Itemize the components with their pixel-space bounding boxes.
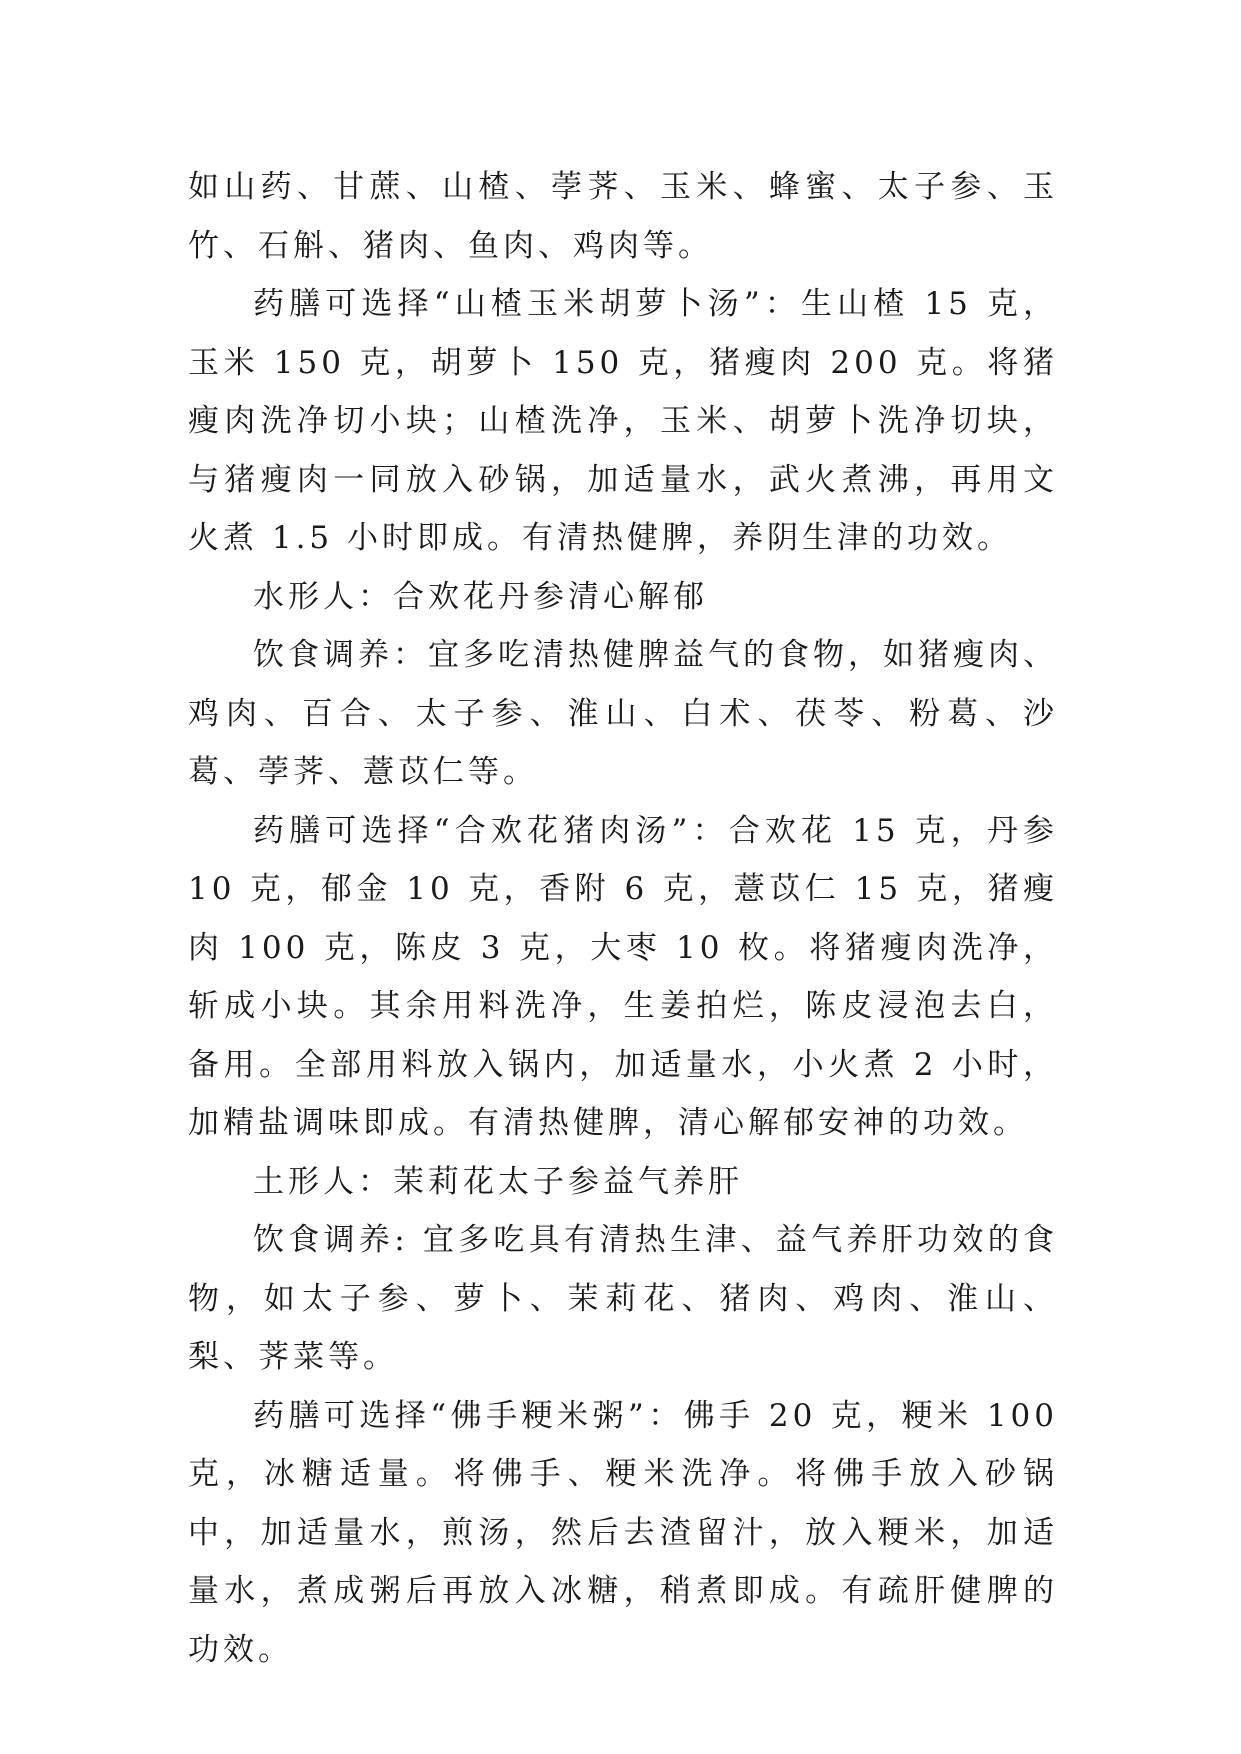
paragraph-recipe-albizia-pork-soup: 药膳可选择“合欢花猪肉汤”：合欢花 15 克，丹参 10 克，郁金 10 克，香附 6 克，薏苡仁 15 克，猪瘦肉 100 克，陈皮 3 克，大枣 10 枚。将猪瘦肉洗净，斩成小块。其余用料洗净，生姜拍烂，陈皮浸泡去白，备用。全部用料放入锅内，加适量水，小火煮 2 小时，加精盐调味即成。有清热健脾，清心解郁安神的功效。 (188, 812, 1058, 1141)
paragraph-continuation: 如山药、甘蔗、山楂、荸荠、玉米、蜂蜜、太子参、玉竹、石斛、猪肉、鱼肉、鸡肉等。 (188, 169, 1058, 264)
document-body (188, 158, 1058, 1679)
paragraph-recipe-bergamot-rice-porridge: 药膳可选择“佛手粳米粥”：佛手 20 克，粳米 100 克，冰糖适量。将佛手、粳米洗净。将佛手放入砂锅中，加适量水，煎汤，然后去渣留汁，放入粳米，加适量水，煮成粥后再放入冰糖，稍煮即成。有疏肝健脾的功效。 (188, 1397, 1058, 1668)
paragraph-diet-water-type: 饮食调养：宜多吃清热健脾益气的食物，如猪瘦肉、鸡肉、百合、太子参、淮山、白术、茯苓、粉葛、沙葛、荸荠、薏苡仁等。 (188, 637, 1058, 790)
heading-water-type: 水形人：合欢花丹参清心解郁 (253, 578, 708, 615)
paragraph-recipe-hawthorn-corn-carrot-soup: 药膳可选择“山楂玉米胡萝卜汤”：生山楂 15 克，玉米 150 克，胡萝卜 150 克，猪瘦肉 200 克。将猪瘦肉洗净切小块；山楂洗净，玉米、胡萝卜洗净切块，与猪瘦肉一同放入砂锅，加适量水，武火煮沸，再用文火煮 1.5 小时即成。有清热健脾，养阴生津的功效。 (188, 286, 1058, 556)
heading-earth-type: 土形人：茉莉花太子参益气养肝 (253, 1163, 743, 1200)
paragraph-diet-earth-type: 饮食调养: 宜多吃具有清热生津、益气养肝功效的食物，如太子参、萝卜、茉莉花、猪肉、鸡肉、淮山、梨、荠菜等。 (188, 1222, 1058, 1375)
